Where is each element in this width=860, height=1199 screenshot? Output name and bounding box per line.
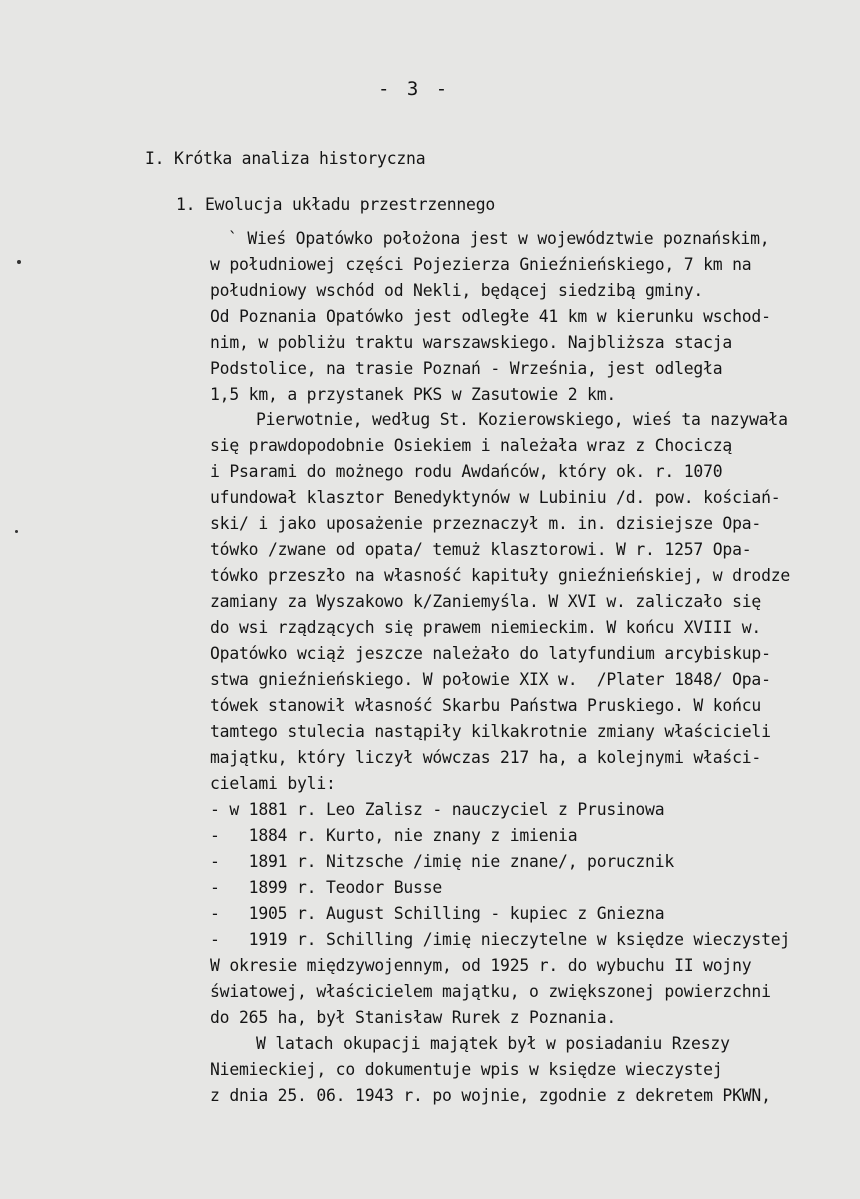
section-title: I. Krótka analiza historyczna: [145, 149, 426, 168]
text-line: W latach okupacji majątek był w posiadaniu Rzeszy: [256, 1034, 730, 1053]
owner-list-item: - w 1881 r. Leo Zalisz - nauczyciel z Prusinowa: [210, 800, 665, 819]
owner-list-item: - 1905 r. August Schilling - kupiec z Gniezna: [210, 904, 665, 923]
text-line: W okresie międzywojennym, od 1925 r. do wybuchu II wojny: [210, 956, 752, 975]
text-line: się prawdopodobnie Osiekiem i należała wraz z Chociczą: [210, 436, 733, 455]
text-line: Pierwotnie, według St. Kozierowskiego, wieś ta nazywała: [256, 410, 788, 429]
owner-list-item: - 1884 r. Kurto, nie znany z imienia: [210, 826, 578, 845]
text-line: majątku, który liczył wówczas 217 ha, a kolejnymi właści-: [210, 748, 762, 767]
text-line: 1,5 km, a przystanek PKS w Zasutowie 2 km.: [210, 385, 617, 404]
text-line: tówko /zwane od opata/ temuż klasztorowi. W r. 1257 Opa-: [210, 540, 752, 559]
text-line: Opatówko wciąż jeszcze należało do latyfundium arcybiskup-: [210, 644, 771, 663]
text-line: stwa gnieźnieńskiego. W połowie XIX w. /Plater 1848/ Opa-: [210, 670, 771, 689]
text-line: południowy wschód od Nekli, będącej siedzibą gminy.: [210, 281, 704, 300]
text-line: w południowej części Pojezierza Gnieźnieńskiego, 7 km na: [210, 255, 752, 274]
text-line: Od Poznania Opatówko jest odległe 41 km w kierunku wschod-: [210, 307, 771, 326]
text-line: cielami byli:: [210, 774, 336, 793]
scan-dot: [17, 260, 21, 264]
owner-list-item: - 1899 r. Teodor Busse: [210, 878, 443, 897]
text-line: do wsi rządzących się prawem niemieckim. W końcu XVIII w.: [210, 618, 762, 637]
text-line: do 265 ha, był Stanisław Rurek z Poznania.: [210, 1008, 617, 1027]
text-line: Podstolice, na trasie Poznań - Września, jest odległa: [210, 359, 723, 378]
text-line: z dnia 25. 06. 1943 r. po wojnie, zgodnie z dekretem PKWN,: [210, 1086, 771, 1105]
text-line: tówko przeszło na własność kapituły gnieźnieńskiej, w drodze: [210, 566, 791, 585]
text-line: tamtego stulecia nastąpiły kilkakrotnie zmiany właścicieli: [210, 722, 771, 741]
text-line: zamiany za Wyszakowo k/Zaniemyśla. W XVI w. zaliczało się: [210, 592, 762, 611]
text-line: i Psarami do możnego rodu Awdańców, który ok. r. 1070: [210, 462, 723, 481]
text-line: ufundował klasztor Benedyktynów w Lubiniu /d. pow. kościań-: [210, 488, 781, 507]
text-line: nim, w pobliżu traktu warszawskiego. Najbliższa stacja: [210, 333, 733, 352]
text-line: Niemieckiej, co dokumentuje wpis w księdze wieczystej: [210, 1060, 723, 1079]
owner-list-item: - 1891 r. Nitzsche /imię nie znane/, porucznik: [210, 852, 675, 871]
scan-dot: [15, 530, 18, 533]
subsection-title: 1. Ewolucja układu przestrzennego: [176, 195, 496, 214]
text-line: ski/ i jako uposażenie przeznaczył m. in. dzisiejsze Opa-: [210, 514, 762, 533]
text-line: ` Wieś Opatówko położona jest w województwie poznańskim,: [228, 229, 770, 248]
text-line: światowej, właścicielem majątku, o zwiększonej powierzchni: [210, 982, 771, 1001]
page-number: - 3 -: [378, 78, 451, 100]
owner-list-item: - 1919 r. Schilling /imię nieczytelne w księdze wieczystej: [210, 930, 791, 949]
text-line: tówek stanowił własność Skarbu Państwa Pruskiego. W końcu: [210, 696, 762, 715]
